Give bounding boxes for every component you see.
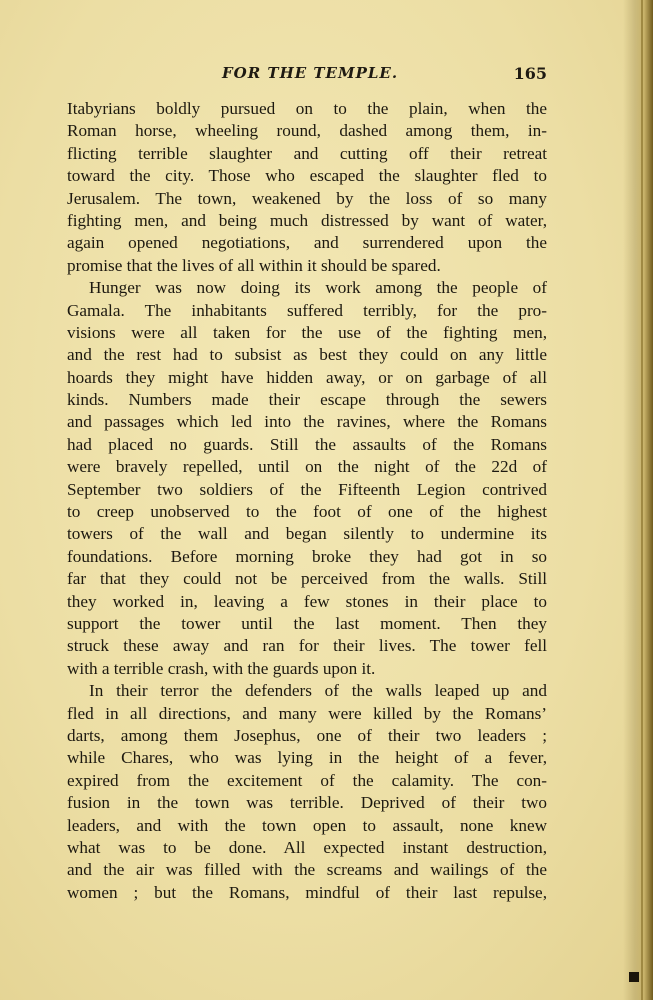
text-line: kinds. Numbers made their escape through the sewers <box>67 390 547 410</box>
text-line: and the air was filled with the screams and wailings of the <box>67 860 547 880</box>
text-line: struck these away and ran for their lives. The tower fell <box>67 636 547 656</box>
text-line: had placed no guards. Still the assaults of the Romans <box>67 434 547 454</box>
text-line: they worked in, leaving a few stones in their place to <box>67 591 547 611</box>
text-line: Roman horse, wheeling round, dashed among them, in- <box>67 121 547 141</box>
text-line: were bravely repelled, until on the night of the 22d of <box>67 457 547 477</box>
text-line: Jerusalem. The town, weakened by the loss of so many <box>67 188 547 208</box>
text-line: fusion in the town was terrible. Deprived of their two <box>67 793 547 813</box>
text-line: hoards they might have hidden away, or on garbage of all <box>67 367 547 387</box>
text-line: expired from the excitement of the calamity. The con- <box>67 770 547 790</box>
text-line: with a terrible crash, with the guards upon it. <box>67 658 376 678</box>
text-line: darts, among them Josephus, one of their two leaders ; <box>67 725 547 745</box>
body-text <box>67 98 547 904</box>
running-head-title: FOR THE TEMPLE. <box>222 64 399 82</box>
text-line: foundations. Before morning broke they had got in so <box>67 546 547 566</box>
text-line: support the tower until the last moment. Then they <box>67 613 547 633</box>
text-line: Hunger was now doing its work among the people of <box>89 278 547 298</box>
text-line: Itabyrians boldly pursued on to the plain, when the <box>67 99 547 118</box>
page-number: 165 <box>513 64 547 83</box>
text-line: what was to be done. All expected instant destruction, <box>67 837 547 857</box>
text-line: fighting men, and being much distressed by want of water, <box>67 210 547 230</box>
text-line: toward the city. Those who escaped the slaughter fled to <box>67 166 547 186</box>
text-line: In their terror the defenders of the walls leaped up and <box>89 681 547 701</box>
text-line: to creep unobserved to the foot of one of the highest <box>67 502 547 522</box>
text-line: leaders, and with the town open to assault, none knew <box>67 815 547 835</box>
text-line: flicting terrible slaughter and cutting off their retreat <box>67 143 547 163</box>
page-edge-line <box>641 0 643 1000</box>
text-line: September two soldiers of the Fifteenth Legion contrived <box>67 479 547 499</box>
corner-mark <box>629 972 639 982</box>
running-head <box>67 64 547 88</box>
text-line: again opened negotiations, and surrendered upon the <box>67 233 547 253</box>
text-line: promise that the lives of all within it should be spared. <box>67 255 441 275</box>
text-line: and passages which led into the ravines, where the Romans <box>67 412 547 432</box>
text-line: and the rest had to subsist as best they could on any little <box>67 345 547 365</box>
text-line: towers of the wall and began silently to undermine its <box>67 524 547 544</box>
text-line: while Chares, who was lying in the height of a fever, <box>67 748 547 768</box>
text-line: visions were all taken for the use of the fighting men, <box>67 322 547 342</box>
text-line: far that they could not be perceived from the walls. Still <box>67 569 547 589</box>
text-line: fled in all directions, and many were killed by the Romans’ <box>67 703 547 723</box>
text-line: women ; but the Romans, mindful of their last repulse, <box>67 882 547 902</box>
page-gutter-shadow <box>623 0 653 1000</box>
text-line: Gamala. The inhabitants suffered terribly, for the pro- <box>67 300 547 320</box>
